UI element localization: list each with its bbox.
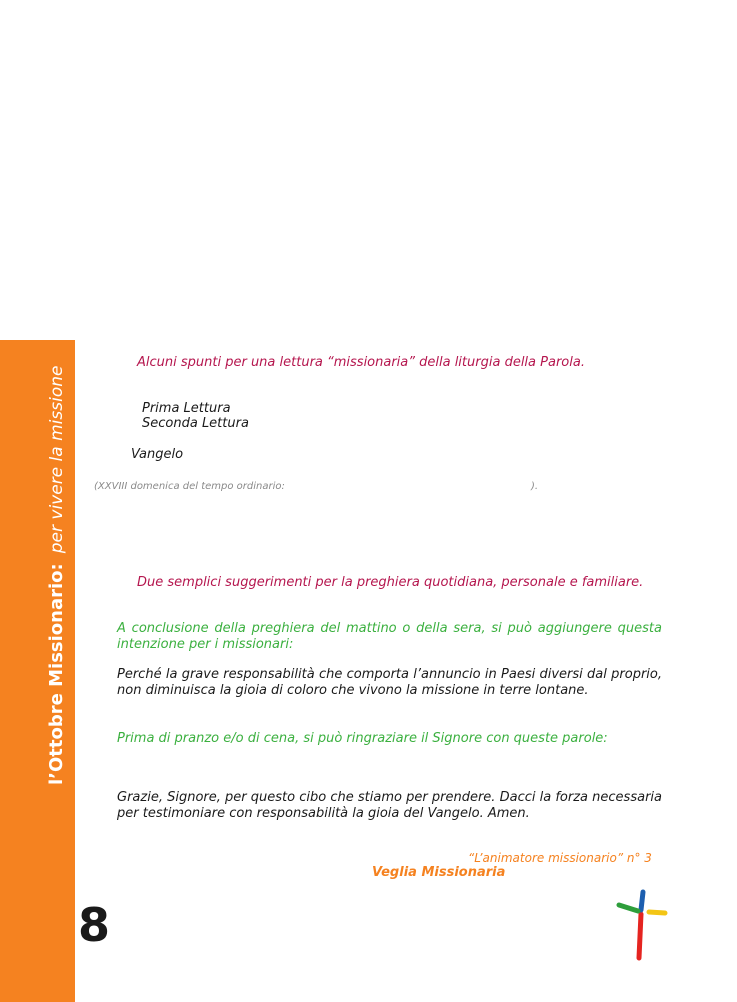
section2-heading: Due semplici suggerimenti per la preghiera quotidiana, personale e familiare. bbox=[137, 575, 644, 590]
page-number: 8 bbox=[78, 898, 111, 952]
sunday-note: (XXVIII domenica del tempo ordinario: bbox=[94, 481, 285, 492]
gospel-label: Vangelo bbox=[131, 447, 184, 462]
side-title bbox=[46, 366, 67, 785]
prayer-meal: Grazie, Signore, per questo cibo che stiamo per prendere. Dacci la forza necessaria per testimoniare con responsabilità la gioia del Vangelo. Amen. bbox=[117, 790, 662, 821]
sunday-note-end: ). bbox=[531, 481, 539, 492]
intro-meals: Prima di pranzo e/o di cena, si può ringraziare il Signore con queste parole: bbox=[117, 731, 608, 746]
side-title-italic: per vivere la missione bbox=[47, 365, 67, 554]
prayer-missionaries: Perché la grave responsabilità che comporta l’annuncio in Paesi diversi dal proprio, non diminuisca la gioia di coloro che vivono la missione in terre lontane. bbox=[117, 667, 662, 698]
mission-cross-logo bbox=[614, 888, 670, 962]
intro-morning-evening: A conclusione della preghiera del mattino o della sera, si può aggiungere questa intenzione per i missionari: bbox=[117, 621, 662, 652]
vigil-title: Veglia Missionaria bbox=[372, 865, 506, 880]
section1-heading: Alcuni spunti per una lettura “missionaria” della liturgia della Parola. bbox=[137, 355, 585, 370]
source-credit: “L’animatore missionario” n° 3 bbox=[468, 851, 652, 865]
side-title-bold: l’Ottobre Missionario: bbox=[46, 563, 67, 785]
reading-second: Seconda Lettura bbox=[142, 416, 249, 431]
reading-first: Prima Lettura bbox=[142, 401, 231, 416]
